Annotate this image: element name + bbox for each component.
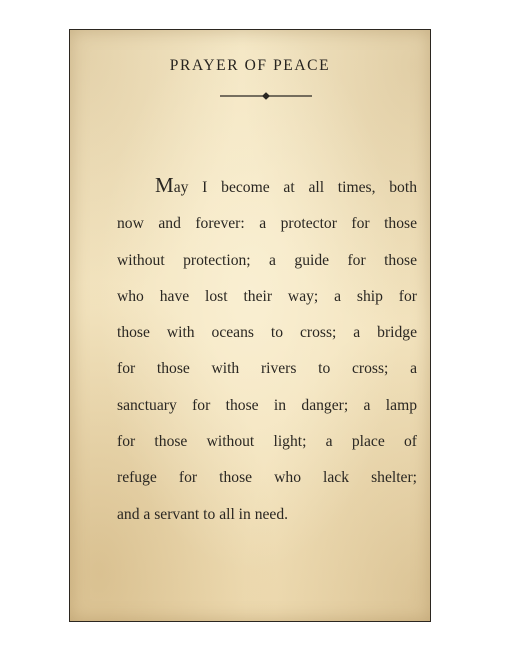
prayer-line: May I become at all times, both [155, 173, 417, 197]
drop-cap: M [155, 173, 174, 197]
prayer-line: without protection; a guide for those [117, 251, 417, 269]
prayer-line: for those with rivers to cross; a [117, 360, 417, 378]
diamond-rule-ornament-icon [220, 91, 312, 101]
poster-title: PRAYER OF PEACE [169, 57, 331, 74]
poster-print [69, 29, 431, 622]
prayer-text [117, 167, 417, 533]
prayer-line: refuge for those who lack shelter; [117, 469, 417, 487]
prayer-line: who have lost their way; a ship for [117, 287, 417, 305]
prayer-line: now and forever: a protector for those [117, 215, 417, 233]
prayer-line: for those without light; a place of [117, 433, 417, 451]
prayer-line: those with oceans to cross; a bridge [117, 324, 417, 342]
prayer-line: sanctuary for those in danger; a lamp [117, 396, 417, 414]
prayer-line: and a servant to all in need. [117, 505, 289, 523]
